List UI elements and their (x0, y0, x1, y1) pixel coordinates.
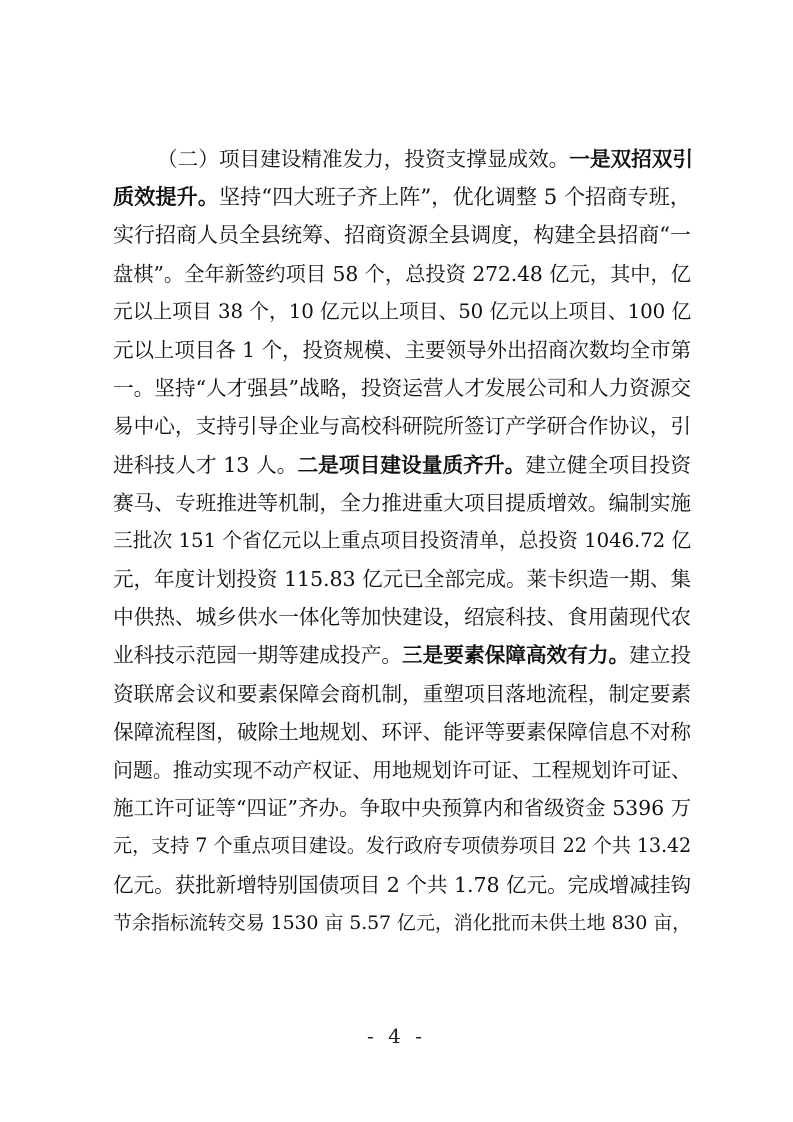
text-line (113, 713, 691, 751)
body-text-segment: 易中心，支持引导企业与高校科研院所签订产学研合作协议，引 (113, 414, 691, 439)
body-text-segment: 赛马、专班推进等机制，全力推进重大项目提质增效。编制实施 (113, 490, 691, 515)
text-line (113, 178, 691, 216)
body-text-segment: 中供热、城乡供水一体化等加快建设，绍宸科技、食用菌现代农 (113, 605, 691, 630)
body-text-segment: 元以上项目各 1 个，投资规模、主要领导外出招商次数均全市第 (113, 337, 691, 362)
text-line (113, 522, 691, 560)
body-text-segment: 进科技人才 13 人。 (113, 452, 298, 477)
text-line (113, 751, 691, 789)
body-text-segment: 元，支持 7 个重点项目建设。发行政府专项债券项目 22 个共 13.42 (113, 834, 691, 858)
page-number: - 4 - (367, 1024, 426, 1048)
text-line (113, 407, 691, 445)
body-text-segment: 亿元。获批新增特别国债项目 2 个共 1.78 亿元。完成增减挂钩 (113, 872, 691, 897)
body-text-segment: 施工许可证等“四证”齐办。争取中央预算内和省级资金 5396 万 (113, 796, 691, 821)
bold-heading-text: 一是双招双引 (569, 147, 693, 171)
body-text-segment: 元以上项目 38 个，10 亿元以上项目、50 亿元以上项目、100 亿 (113, 299, 691, 323)
text-line (113, 636, 691, 674)
body-text-segment: 资联席会议和要素保障会商机制，重塑项目落地流程，制定要素 (113, 681, 691, 706)
body-text-segment: 业科技示范园一期等建成投产。 (113, 643, 403, 668)
text-line (113, 255, 691, 293)
body-text-segment: 三批次 151 个省亿元以上重点项目投资清单，总投资 1046.72 亿 (113, 528, 691, 552)
text-line (113, 446, 691, 484)
body-text-segment: 建立健全项目投资 (525, 452, 691, 477)
body-text-segment: 保障流程图，破除土地规划、环评、能评等要素保障信息不对称 (113, 719, 691, 744)
body-text-segment: 盘棋”。全年新签约项目 58 个，总投资 272.48 亿元，其中，亿 (113, 261, 691, 286)
text-line (113, 331, 691, 369)
body-text-segment: （二）项目建设精准发力，投资支撑显成效。 (157, 147, 570, 171)
text-line (113, 675, 691, 713)
bold-heading-text: 质效提升。 (113, 184, 219, 210)
text-line (113, 827, 691, 865)
text-line (113, 140, 691, 178)
text-line (113, 789, 691, 827)
body-text-segment: 建立投 (629, 643, 692, 668)
text-line (113, 216, 691, 254)
bold-heading-text: 三是要素保障高效有力。 (402, 643, 630, 668)
body-text-segment: 一。坚持“人才强县”战略，投资运营人才发展公司和人力资源交 (113, 376, 691, 401)
body-text-segment: 问题。推动实现不动产权证、用地规划许可证、工程规划许可证、 (113, 758, 691, 782)
body-text-segment: 实行招商人员全县统筹、招商资源全县调度，构建全县招商“一 (113, 223, 691, 248)
bold-heading-text: 二是项目建设量质齐升。 (297, 452, 526, 477)
body-text-segment: 节余指标流转交易 1530 亩 5.57 亿元，消化批而未供土地 830 亩， (113, 911, 691, 934)
text-line (113, 866, 691, 904)
text-line (113, 369, 691, 407)
text-line (113, 484, 691, 522)
body-text (113, 140, 691, 942)
text-line (113, 293, 691, 331)
text-line (113, 904, 691, 942)
body-text-segment: 坚持“四大班子齐上阵”，优化调整 5 个招商专班， (218, 184, 691, 210)
body-text-segment: 元，年度计划投资 115.83 亿元已全部完成。莱卡织造一期、集 (113, 567, 691, 592)
text-line (113, 560, 691, 598)
text-line (113, 598, 691, 636)
